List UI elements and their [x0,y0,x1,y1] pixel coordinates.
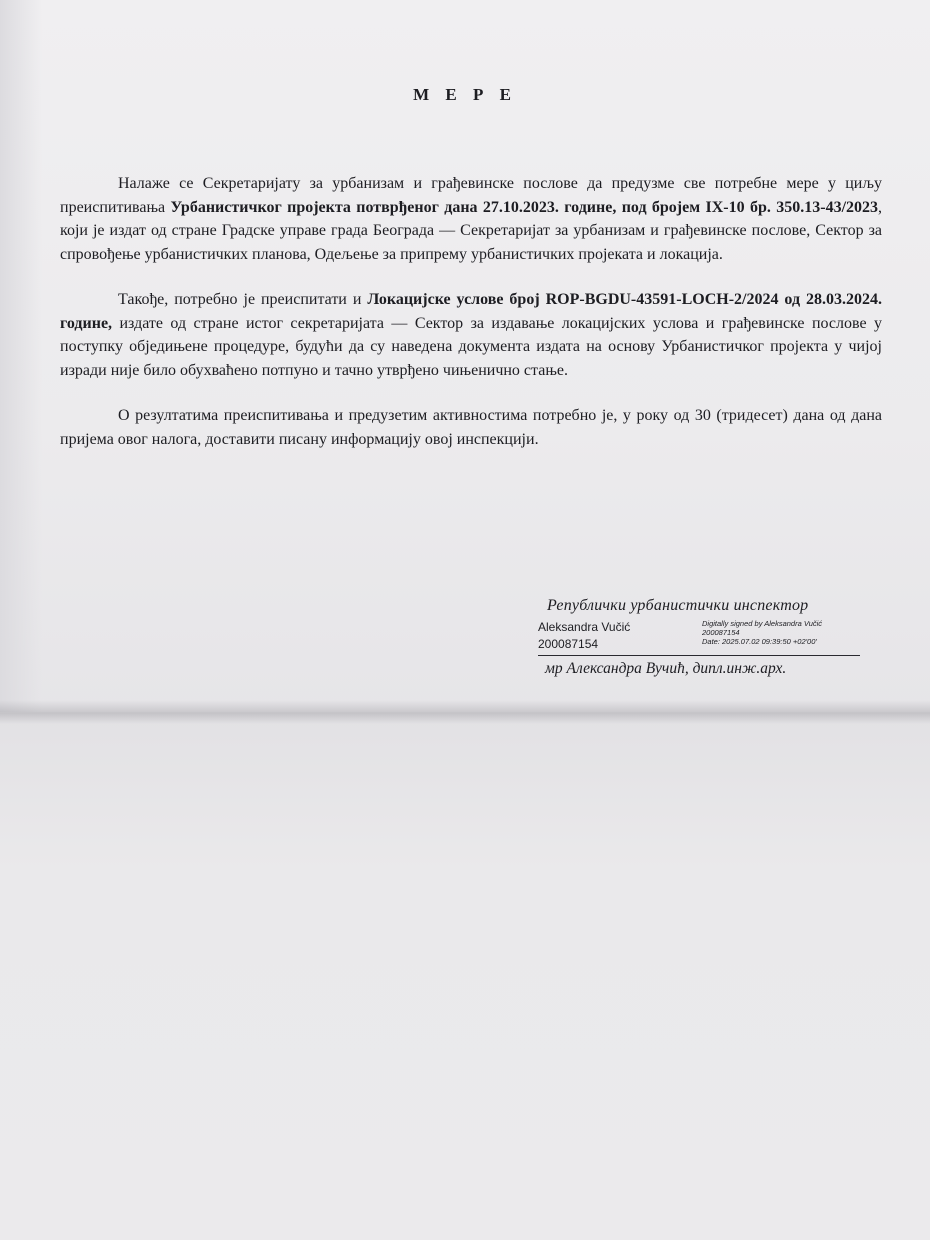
paragraph-measures-2 [60,288,882,382]
digital-signature-details [702,619,822,646]
paragraph-2-text-b: издате од стране истог секретаријата — Сектор за издавање локацијских услова и грађевинске послове у поступку обједињене процедуре, будући да су наведена документа издата на основу Урбанистичког пројекта у чијој изради није било обухваћено потпуно и тачно утврђено чињенично стање. [60,314,882,379]
paragraph-1-text-a: Налаже се Секретаријату за урбанизам и грађевинске послове да предузме све потребне мере у циљу преиспитивања [60,175,882,216]
digital-signature-stamp [538,619,860,656]
paragraph-1-text-b: , који је издат од стране Градске управе града Београда — Секретаријат за урбанизам и грађевинске послове, Сектор за спровођење урбанистичких планова, Одељење за припрему урбанистичких пројеката и локација. [60,198,883,263]
page-fold-line [0,700,930,724]
digital-signature-line-1: Digitally signed by Aleksandra Vučić [702,619,823,628]
signer-name: Aleksandra Vučić [538,620,631,634]
inspector-role: Републички урбанистички инспектор [547,597,809,614]
signer-id: 200087154 [538,637,599,651]
inspector-printed-name: мр Александра Вучић, дипл.инж.арх. [545,660,787,677]
paragraph-measures-1 [60,172,882,266]
digital-signature-identity [538,619,630,653]
paragraph-2-bold-location-conditions: Локацијске услове број ROP-BGDU-43591-LOCH-2/2024 од 28.03.2024. године, [60,291,883,332]
page-edge-shading [0,0,42,712]
digital-signature-line-3: Date: 2025.07.02 09:39:50 +02'00' [702,637,817,646]
document-body [60,172,882,473]
paragraph-1-bold-urban-project: Урбанистичког пројекта потврђеног дана 27.10.2023. године, под бројем IX-10 бр. 350.13-43/2023 [170,198,879,216]
signature-block [538,597,868,678]
digital-signature-line-2: 200087154 [702,628,740,637]
paragraph-2-text-a: Такође, потребно је преиспитати и [118,291,368,308]
page-lower-sheet [0,712,930,1240]
document-title: М Е Р Е [413,85,517,104]
paragraph-measures-3: О резултатима преиспитивања и предузетим активностима потребно је, у року од 30 (тридесет) дана од дана пријема овог налога, доставити писану информацију овој инспекцији. [60,407,882,448]
